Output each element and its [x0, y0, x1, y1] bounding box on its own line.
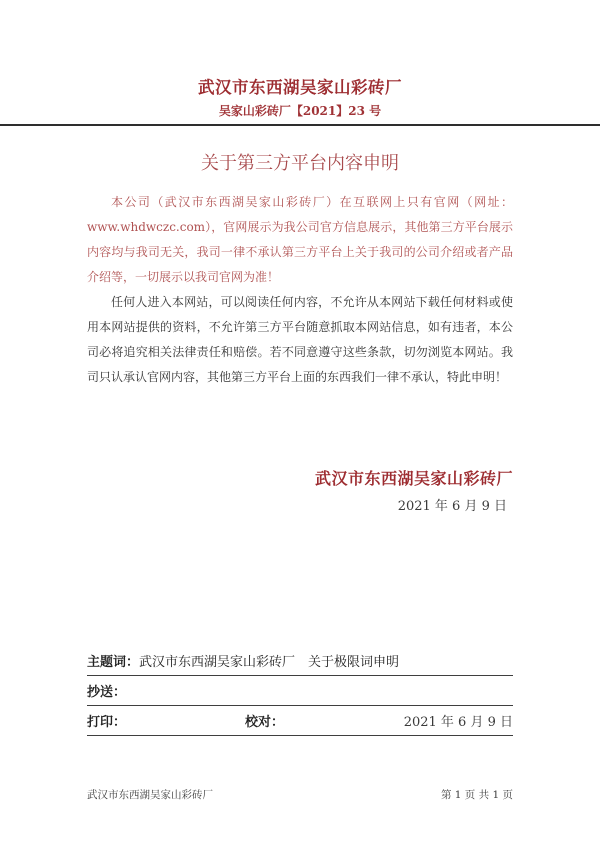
- letterhead-doc-number: 吴家山彩砖厂【2021】23 号: [218, 104, 382, 118]
- subject-label: 主题词：: [87, 655, 140, 670]
- signature-org-name: 武汉市东西湖吴家山彩砖厂: [314, 469, 513, 488]
- print-proof-field-row: [87, 715, 513, 736]
- document-body: [87, 190, 513, 390]
- cc-label: 抄送：: [87, 685, 127, 700]
- cc-field-row: [87, 685, 513, 706]
- subject-value: 武汉市东西湖吴家山彩砖厂 关于极限词申明: [139, 655, 400, 670]
- print-label: 打印：: [87, 715, 127, 730]
- page-number: 第 1 页 共 1 页: [440, 789, 513, 801]
- document-title: 关于第三方平台内容申明: [201, 153, 399, 174]
- signature-block: [0, 469, 513, 515]
- proof-label: 校对：: [245, 715, 285, 730]
- proof-date: 2021 年 6 月 9 日: [403, 715, 513, 730]
- signature-date: 2021 年 6 月 9 日: [397, 499, 507, 514]
- header-divider: [0, 124, 600, 126]
- footer-org-name: 武汉市东西湖吴家山彩砖厂: [87, 789, 213, 801]
- subject-field-row: [87, 655, 513, 676]
- document-footer-fields: [87, 655, 513, 736]
- body-paragraph-1: 本公司（武汉市东西湖吴家山彩砖厂）在互联网上只有官网（网址：www.whdwczc.com），官网展示为我公司官方信息展示，其他第三方平台展示内容均与我司无关，我司一律不承认第三方平台上关于我司的公司介绍或者产品介绍等，一切展示以我司官网为准！: [87, 195, 513, 284]
- letterhead-org-name: 武汉市东西湖吴家山彩砖厂: [198, 78, 402, 97]
- page-footer: [87, 789, 513, 802]
- body-paragraph-2: 任何人进入本网站，可以阅读任何内容，不允许从本网站下载任何材料或使用本网站提供的资料，不允许第三方平台随意抓取本网站信息，如有违者，本公司必将追究相关法律责任和赔偿。若不同意遵守这些条款，切勿浏览本网站。我司只认承认官网内容，其他第三方平台上面的东西我们一律不承认，特此申明！: [87, 295, 513, 384]
